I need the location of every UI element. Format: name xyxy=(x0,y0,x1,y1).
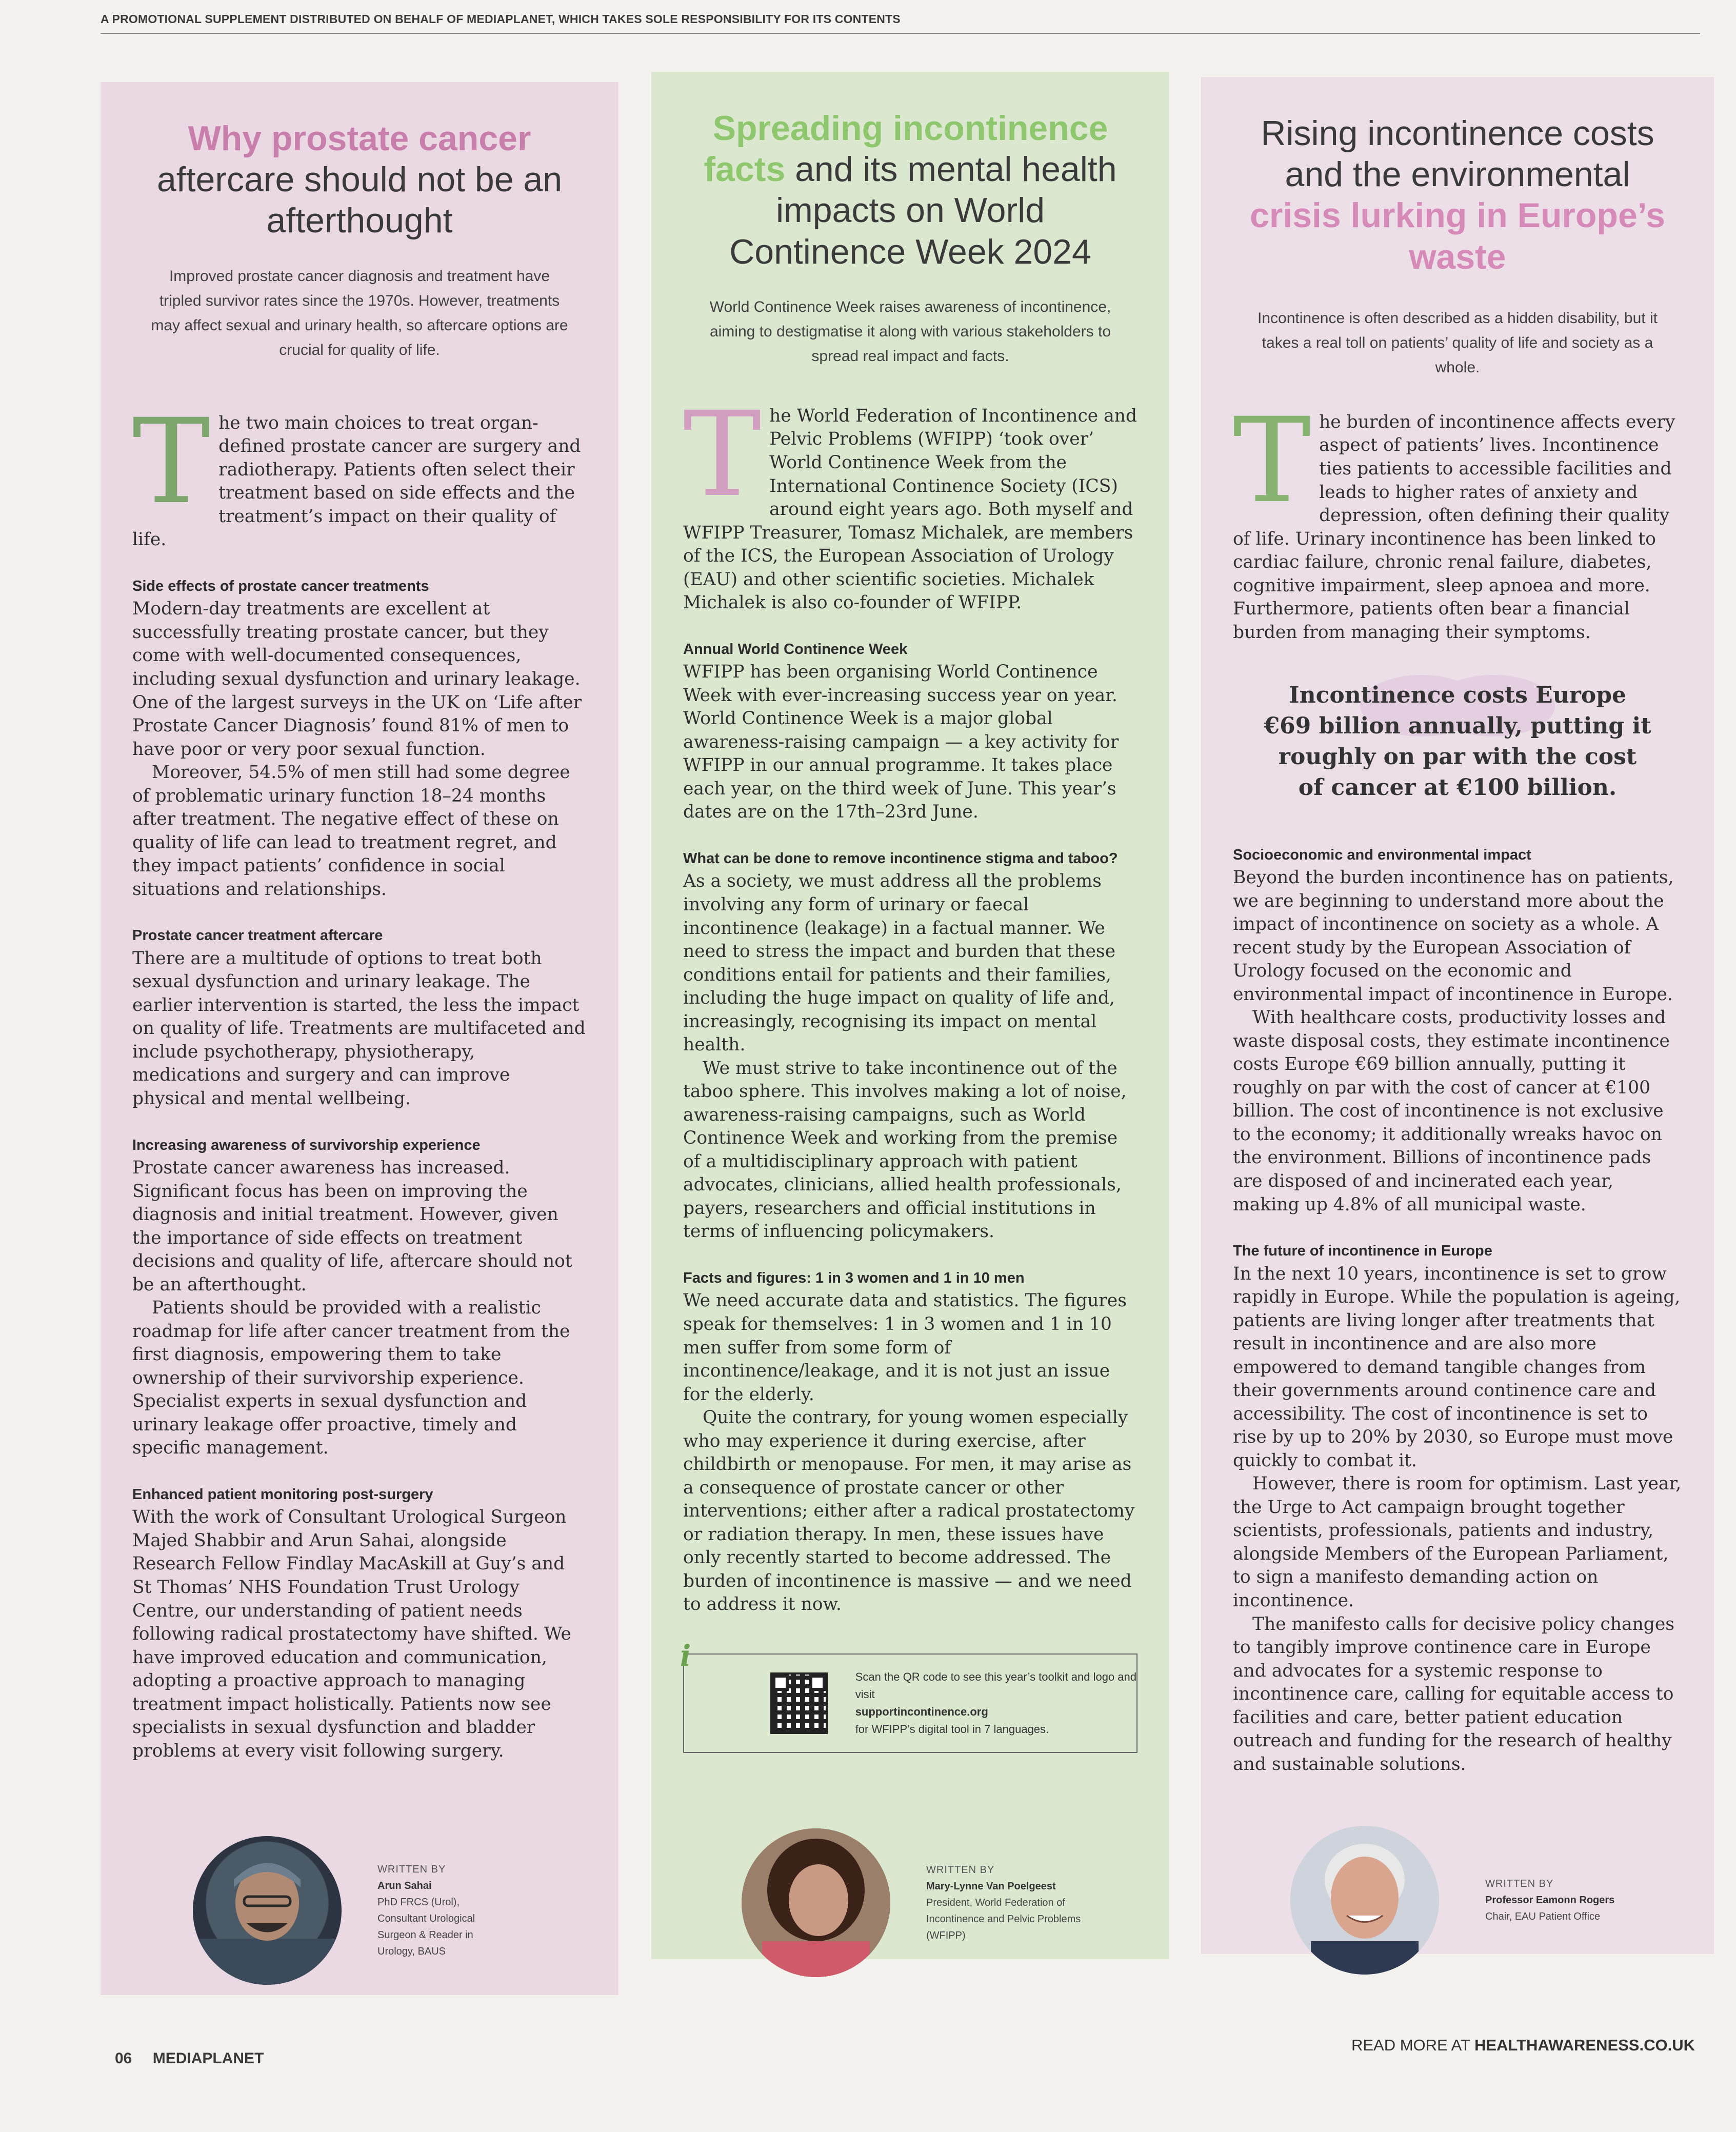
author-arun-sahai xyxy=(193,1836,501,1985)
author-name: Professor Eamonn Rogers xyxy=(1485,1895,1615,1906)
pull-quote xyxy=(1264,680,1651,803)
article1-body xyxy=(132,393,587,1763)
article3-headline-highlight: crisis lurking in Europe’s waste xyxy=(1250,196,1665,276)
author-title: Chair, EAU Patient Office xyxy=(1485,1911,1601,1922)
author-portrait-icon xyxy=(193,1836,342,1985)
article3-body-continued xyxy=(1233,844,1682,1777)
page-number: 06 xyxy=(115,2050,132,2067)
author-byline xyxy=(1485,1876,1649,1925)
article1-paragraph: The two main choices to treat organ-defined prostate cancer are surgery and radiotherapy. Patients often select their treatment based on side effects and the treatment’s impact on their quality of life. xyxy=(132,393,581,550)
article2-subheading: What can be done to remove incontinence stigma and taboo? xyxy=(683,850,1118,867)
info-icon: i xyxy=(680,1639,691,1673)
author-byline xyxy=(377,1861,501,1960)
written-by-label: WRITTEN BY xyxy=(1485,1878,1554,1889)
article1-subheading: Increasing awareness of survivorship experience xyxy=(132,1137,481,1153)
read-more-link[interactable]: HEALTHAWARENESS.CO.UK xyxy=(1474,2036,1695,2054)
article-prostate-aftercare xyxy=(101,82,618,1995)
author-byline xyxy=(926,1862,1085,1944)
article3-headline-top: Rising incontinence costs and the environmental xyxy=(1261,114,1654,194)
article3-paragraph: However, there is room for optimism. Last year, the Urge to Act campaign brought together scientists, professionals, patients and industry, alongside Members of the European Parliament, to sign a manifesto demanding action on incontinence. xyxy=(1233,1473,1682,1611)
pull-quote-text: Incontinence costs Europe €69 billion annually, putting it roughly on par with the cost of cancer at €100 billion. xyxy=(1264,682,1651,801)
supplement-notice: A PROMOTIONAL SUPPLEMENT DISTRIBUTED ON BEHALF OF MEDIAPLANET, WHICH TAKES SOLE RESPONSIBILITY FOR ITS CONTENTS xyxy=(101,12,901,26)
article2-standfirst: World Continence Week raises awareness of incontinence, aiming to destigmatise it along with various stakeholders to spread real impact and facts. xyxy=(709,298,1111,365)
written-by-label: WRITTEN BY xyxy=(926,1864,995,1876)
qr-caption xyxy=(855,1668,1136,1738)
article3-paragraph: Beyond the burden incontinence has on patients, we are beginning to understand more about the impact of incontinence on society as a whole. A recent study by the European Association of Urology focused on the economic and environmental impact of incontinence in Europe. xyxy=(1233,867,1674,1005)
article2-paragraph: We need accurate data and statistics. The figures speak for themselves: 1 in 3 women and 1 in 10 men suffer from some form of incontinence/leakage, and it is not just an issue for the elderly. xyxy=(683,1290,1127,1405)
article1-subheading: Prostate cancer treatment aftercare xyxy=(132,927,383,944)
article2-subheading: Facts and figures: 1 in 3 women and 1 in 10 men xyxy=(683,1269,1025,1286)
article3-paragraph: The manifesto calls for decisive policy changes to tangibly improve continence care in Europe and advocates for a systemic response to incontinence care, calling for equitable access to facilities and care, better patient education outreach and funding for the research of healthy and sustainable solutions. xyxy=(1233,1613,1674,1775)
article1-subheading: Enhanced patient monitoring post-surgery xyxy=(132,1486,433,1503)
article1-paragraph: Prostate cancer awareness has increased. Significant focus has been on improving the diagnosis and initial treatment. However, given the importance of side effects on treatment decisions and quality of life, aftercare should not be an afterthought. xyxy=(132,1158,572,1295)
author-name: Mary-Lynne Van Poelgeest xyxy=(926,1881,1056,1892)
page-footer-right xyxy=(1351,2036,1695,2055)
author-portrait-icon xyxy=(742,1828,890,1977)
article1-subheading: Side effects of prostate cancer treatments xyxy=(132,577,429,594)
article3-standfirst: Incontinence is often described as a hidden disability, but it takes a real toll on patients’ quality of life and society as a whole. xyxy=(1258,309,1658,376)
author-mary-lynne-van-poelgeest xyxy=(742,1828,1085,1977)
article3-paragraph: With healthcare costs, productivity losses and waste disposal costs, they estimate incontinence costs Europe €69 billion annually, putting it roughly on par with the cost of cancer at €100 billion. The cost of incontinence is not exclusive to the economy; it additionally wreaks havoc on the environment. Billions of incontinence pads are disposed of and incinerated each year, making up 4.8% of all municipal waste. xyxy=(1233,1007,1670,1215)
article3-paragraph: The burden of incontinence affects every aspect of patients’ lives. Incontinence ties patients to accessible facilities and leads to higher rates of anxiety and depression, often defining their quality of life. Urinary incontinence has been linked to cardiac failure, chronic renal failure, diabetes, cognitive impairment, sleep apnoea and more. Furthermore, patients often bear a financial burden from managing their symptoms. xyxy=(1233,392,1675,643)
article2-paragraph: The World Federation of Incontinence and Pelvic Problems (WFIPP) ‘took over’ World Continence Week from the International Continence Society (ICS) around eight years ago. Both myself and WFIPP Treasurer, Tomasz Michalek, are members of the ICS, the European Association of Urology (EAU) and other scientific societies. Michalek Michalek is also co-founder of WFIPP. xyxy=(683,386,1138,613)
article1-headline-rest: aftercare should not be an afterthought xyxy=(156,160,563,241)
written-by-label: WRITTEN BY xyxy=(377,1864,446,1875)
author-photo xyxy=(1290,1826,1439,1975)
author-portrait-icon xyxy=(1290,1826,1439,1975)
author-photo xyxy=(193,1836,342,1985)
article2-headline-rest: and its mental health impacts on World Continence Week 2024 xyxy=(729,150,1117,271)
article2-paragraph: We must strive to take incontinence out of the taboo sphere. This involves making a lot of noise, awareness-raising campaigns, such as World Continence Week and working from the premise of a multidisciplinary approach with patient advocates, clinicians, allied health professionals, payers, researchers and official institutions in terms of influencing policymakers. xyxy=(683,1058,1127,1242)
qr-caption-line1: Scan the QR code to see this year’s toolkit and logo and visit xyxy=(855,1670,1136,1701)
qr-caption-line2: for WFIPP’s digital tool in 7 languages. xyxy=(855,1722,1049,1736)
article1-paragraph: Modern-day treatments are excellent at successfully treating prostate cancer, but they come with well-documented consequences, including sexual dysfunction and urinary leakage. One of the largest surveys in the UK on ‘Life after Prostate Cancer Diagnosis’ found 81% of men to have poor or very poor sexual function. xyxy=(132,599,582,760)
top-rule xyxy=(101,33,1700,34)
article1-paragraph: Patients should be provided with a realistic roadmap for life after cancer treatment from the first diagnosis, empowering them to take ownership of their survivorship experience. Specialist experts in sexual dysfunction and urinary leakage offer proactive, timely and specific management. xyxy=(132,1298,570,1459)
article2-body xyxy=(683,386,1138,1617)
read-more-label: READ MORE AT xyxy=(1351,2036,1470,2054)
article1-paragraph: There are a multitude of options to treat both sexual dysfunction and urinary leakage. The earlier intervention is started, the less the impact on quality of life. Treatments are multifaceted and include psychotherapy, physiotherapy, medications and surgery and can improve physical and mental wellbeing. xyxy=(132,948,586,1109)
article3-body xyxy=(1233,392,1682,644)
article1-headline-highlight: Why prostate cancer xyxy=(188,119,531,158)
article-world-continence-week xyxy=(651,72,1169,1959)
qr-code-icon[interactable] xyxy=(770,1672,828,1734)
author-title: PhD FRCS (Urol), Consultant Urological Surgeon & Reader in Urology, BAUS xyxy=(377,1897,475,1957)
article-incontinence-costs xyxy=(1201,77,1714,1954)
page-footer-left xyxy=(115,2050,264,2067)
author-title: President, World Federation of Incontinence and Pelvic Problems (WFIPP) xyxy=(926,1897,1081,1941)
article2-headline-highlight: Spreading incontinence facts xyxy=(704,109,1108,189)
article1-paragraph: With the work of Consultant Urological Surgeon Majed Shabbir and Arun Sahai, alongside Research Fellow Findlay MacAskill at Guy’s and St Thomas’ NHS Foundation Trust Urology Centre, our understanding of patient needs following radical prostatectomy have shifted. We have improved education and communication, adopting a proactive approach to managing treatment impact holistically. Patients now see specialists in sexual dysfunction and bladder problems at every visit following surgery. xyxy=(132,1507,571,1761)
article3-headline xyxy=(1233,113,1682,277)
article3-subheading: Socioeconomic and environmental impact xyxy=(1233,846,1531,863)
article3-paragraph: In the next 10 years, incontinence is set to grow rapidly in Europe. While the population is ageing, patients are living longer after treatments that result in incontinence and are also more empowered to demand tangible changes from their governments around continence care and accessibility. The cost of incontinence is set to rise by up to 20% by 2030, so Europe must move quickly to combat it. xyxy=(1233,1263,1681,1471)
article1-headline xyxy=(132,118,587,242)
article2-paragraph: Quite the contrary, for young women especially who may experience it during exercise, after childbirth or menopause. For men, it may arise as a consequence of prostate cancer or other interventions; either after a radical prostatectomy or radiation therapy. In men, these issues have only recently started to become addressed. The burden of incontinence is massive — and we need to address it now. xyxy=(683,1407,1135,1615)
qr-info-box xyxy=(680,1639,1138,1753)
article2-headline xyxy=(683,108,1138,272)
article3-subheading: The future of incontinence in Europe xyxy=(1233,1243,1492,1260)
article1-paragraph: Moreover, 54.5% of men still had some degree of problematic urinary function 18–24 months after treatment. The negative effect of these on quality of life can lead to treatment regret, and they impact patients’ confidence in social situations and relationships. xyxy=(132,762,570,900)
author-eamonn-rogers xyxy=(1290,1826,1649,1975)
qr-link[interactable]: supportincontinence.org xyxy=(855,1705,988,1718)
brand-name: MEDIAPLANET xyxy=(152,2050,264,2067)
author-name: Arun Sahai xyxy=(377,1880,432,1891)
article2-paragraph: As a society, we must address all the problems involving any form of urinary or faecal incontinence (leakage) in a factual manner. We need to stress the impact and burden that these conditions entail for patients and their families, including the huge impact on quality of life and, increasingly, recognising its impact on mental health. xyxy=(683,871,1116,1055)
author-photo xyxy=(742,1828,890,1977)
article2-subheading: Annual World Continence Week xyxy=(683,641,908,657)
article2-paragraph: WFIPP has been organising World Continence Week with ever-increasing success year on year. World Continence Week is a major global awareness-raising campaign — a key activity for WFIPP in our annual programme. It takes place each year, on the third week of June. This year’s dates are on the 17th–23rd June. xyxy=(683,662,1119,823)
article1-standfirst: Improved prostate cancer diagnosis and treatment have tripled survivor rates since the 1970s. However, treatments may affect sexual and urinary health, so aftercare options are crucial for quality of life. xyxy=(151,267,568,358)
